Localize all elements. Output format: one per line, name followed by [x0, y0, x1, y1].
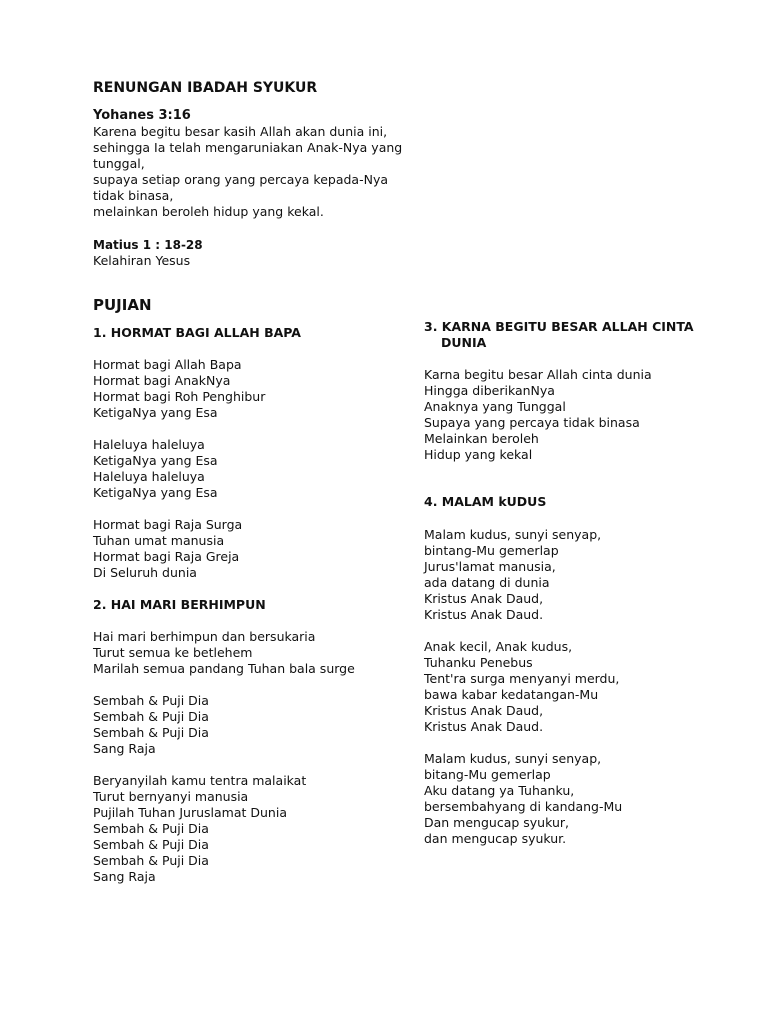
lyric-line: Hormat bagi Raja Greja	[93, 549, 240, 564]
lyric-line: Turut bernyanyi manusia	[93, 789, 249, 804]
song-1-lyrics	[93, 357, 265, 581]
lyric-line	[93, 501, 265, 517]
lyric-line	[424, 623, 622, 639]
song-3-lyrics	[424, 367, 652, 463]
lyric-line: Supaya yang percaya tidak binasa	[424, 415, 640, 430]
song-4-lyrics	[424, 527, 622, 847]
reading-reference: Matius 1 : 18-28	[93, 238, 203, 252]
lyric-line: Hingga diberikanNya	[424, 383, 555, 398]
lyric-line: dan mengucap syukur.	[424, 831, 567, 846]
lyric-line	[424, 735, 622, 751]
lyric-line: Sembah & Puji Dia	[93, 821, 209, 836]
lyric-line: Kristus Anak Daud,	[424, 591, 544, 606]
lyric-line: Dan mengucap syukur,	[424, 815, 569, 830]
lyric-line: Kristus Anak Daud.	[424, 607, 544, 622]
lyric-line: ada datang di dunia	[424, 575, 550, 590]
lyric-line: Pujilah Tuhan Juruslamat Dunia	[93, 805, 287, 820]
lyric-line: Tuhanku Penebus	[424, 655, 533, 670]
lyric-line: Hormat bagi AnakNya	[93, 373, 231, 388]
lyric-line: Anak kecil, Anak kudus,	[424, 639, 573, 654]
lyric-line: bawa kabar kedatangan-Mu	[424, 687, 599, 702]
verse-line: sehingga Ia telah mengaruniakan Anak-Nya yang	[93, 140, 403, 155]
lyric-line: Sang Raja	[93, 741, 156, 756]
verse-line: Karena begitu besar kasih Allah akan dunia ini,	[93, 124, 388, 139]
verse-line: supaya setiap orang yang percaya kepada-Nya	[93, 172, 389, 187]
lyric-line: Haleluya haleluya	[93, 469, 205, 484]
lyric-line: Sang Raja	[93, 869, 156, 884]
song-4-heading: 4. MALAM kUDUS	[424, 494, 547, 509]
verse-line: tidak binasa,	[93, 188, 174, 203]
verse-reference: Yohanes 3:16	[93, 108, 191, 123]
lyric-line: Hormat bagi Allah Bapa	[93, 357, 242, 372]
song-3-heading: 3. KARNA BEGITU BESAR ALLAH CINTA	[424, 319, 694, 334]
song-1-heading: 1. HORMAT BAGI ALLAH BAPA	[93, 325, 301, 340]
lyric-line: KetigaNya yang Esa	[93, 405, 218, 420]
reading-subject: Kelahiran Yesus	[93, 253, 191, 268]
lyric-line: Beryanyilah kamu tentra malaikat	[93, 773, 307, 788]
lyric-line: bintang-Mu gemerlap	[424, 543, 559, 558]
page-title: RENUNGAN IBADAH SYUKUR	[93, 80, 318, 96]
lyric-line: Turut semua ke betlehem	[93, 645, 253, 660]
lyric-line: Sembah & Puji Dia	[93, 853, 209, 868]
lyric-line: KetigaNya yang Esa	[93, 453, 218, 468]
lyric-line: Kristus Anak Daud,	[424, 703, 544, 718]
lyric-line	[93, 757, 355, 773]
lyric-line: Marilah semua pandang Tuhan bala surge	[93, 661, 355, 676]
lyric-line: Jurus'lamat manusia,	[424, 559, 556, 574]
lyric-line: KetigaNya yang Esa	[93, 485, 218, 500]
song-3-heading-cont: DUNIA	[441, 335, 487, 350]
lyric-line: Hidup yang kekal	[424, 447, 533, 462]
lyric-line: bersembahyang di kandang-Mu	[424, 799, 623, 814]
lyric-line: Kristus Anak Daud.	[424, 719, 544, 734]
lyric-line: Sembah & Puji Dia	[93, 693, 209, 708]
lyric-line: bitang-Mu gemerlap	[424, 767, 551, 782]
lyric-line: Aku datang ya Tuhanku,	[424, 783, 575, 798]
lyric-line: Tuhan umat manusia	[93, 533, 225, 548]
pujian-heading: PUJIAN	[93, 296, 152, 314]
verse-line: melainkan beroleh hidup yang kekal.	[93, 204, 324, 219]
lyric-line: Di Seluruh dunia	[93, 565, 197, 580]
lyric-line: Sembah & Puji Dia	[93, 725, 209, 740]
lyric-line: Anaknya yang Tunggal	[424, 399, 566, 414]
lyric-line: Tent'ra surga menyanyi merdu,	[424, 671, 620, 686]
lyric-line: Melainkan beroleh	[424, 431, 539, 446]
verse-line: tunggal,	[93, 156, 145, 171]
lyric-line: Karna begitu besar Allah cinta dunia	[424, 367, 652, 382]
lyric-line: Sembah & Puji Dia	[93, 709, 209, 724]
lyric-line: Haleluya haleluya	[93, 437, 205, 452]
lyric-line: Hormat bagi Roh Penghibur	[93, 389, 266, 404]
song-2-heading: 2. HAI MARI BERHIMPUN	[93, 597, 266, 612]
lyric-line: Sembah & Puji Dia	[93, 837, 209, 852]
lyric-line: Hai mari berhimpun dan bersukaria	[93, 629, 316, 644]
lyric-line	[93, 421, 265, 437]
lyric-line: Hormat bagi Raja Surga	[93, 517, 243, 532]
lyric-line	[93, 677, 355, 693]
lyric-line: Malam kudus, sunyi senyap,	[424, 751, 602, 766]
song-2-lyrics	[93, 629, 355, 885]
verse-text	[93, 124, 402, 220]
lyric-line: Malam kudus, sunyi senyap,	[424, 527, 602, 542]
